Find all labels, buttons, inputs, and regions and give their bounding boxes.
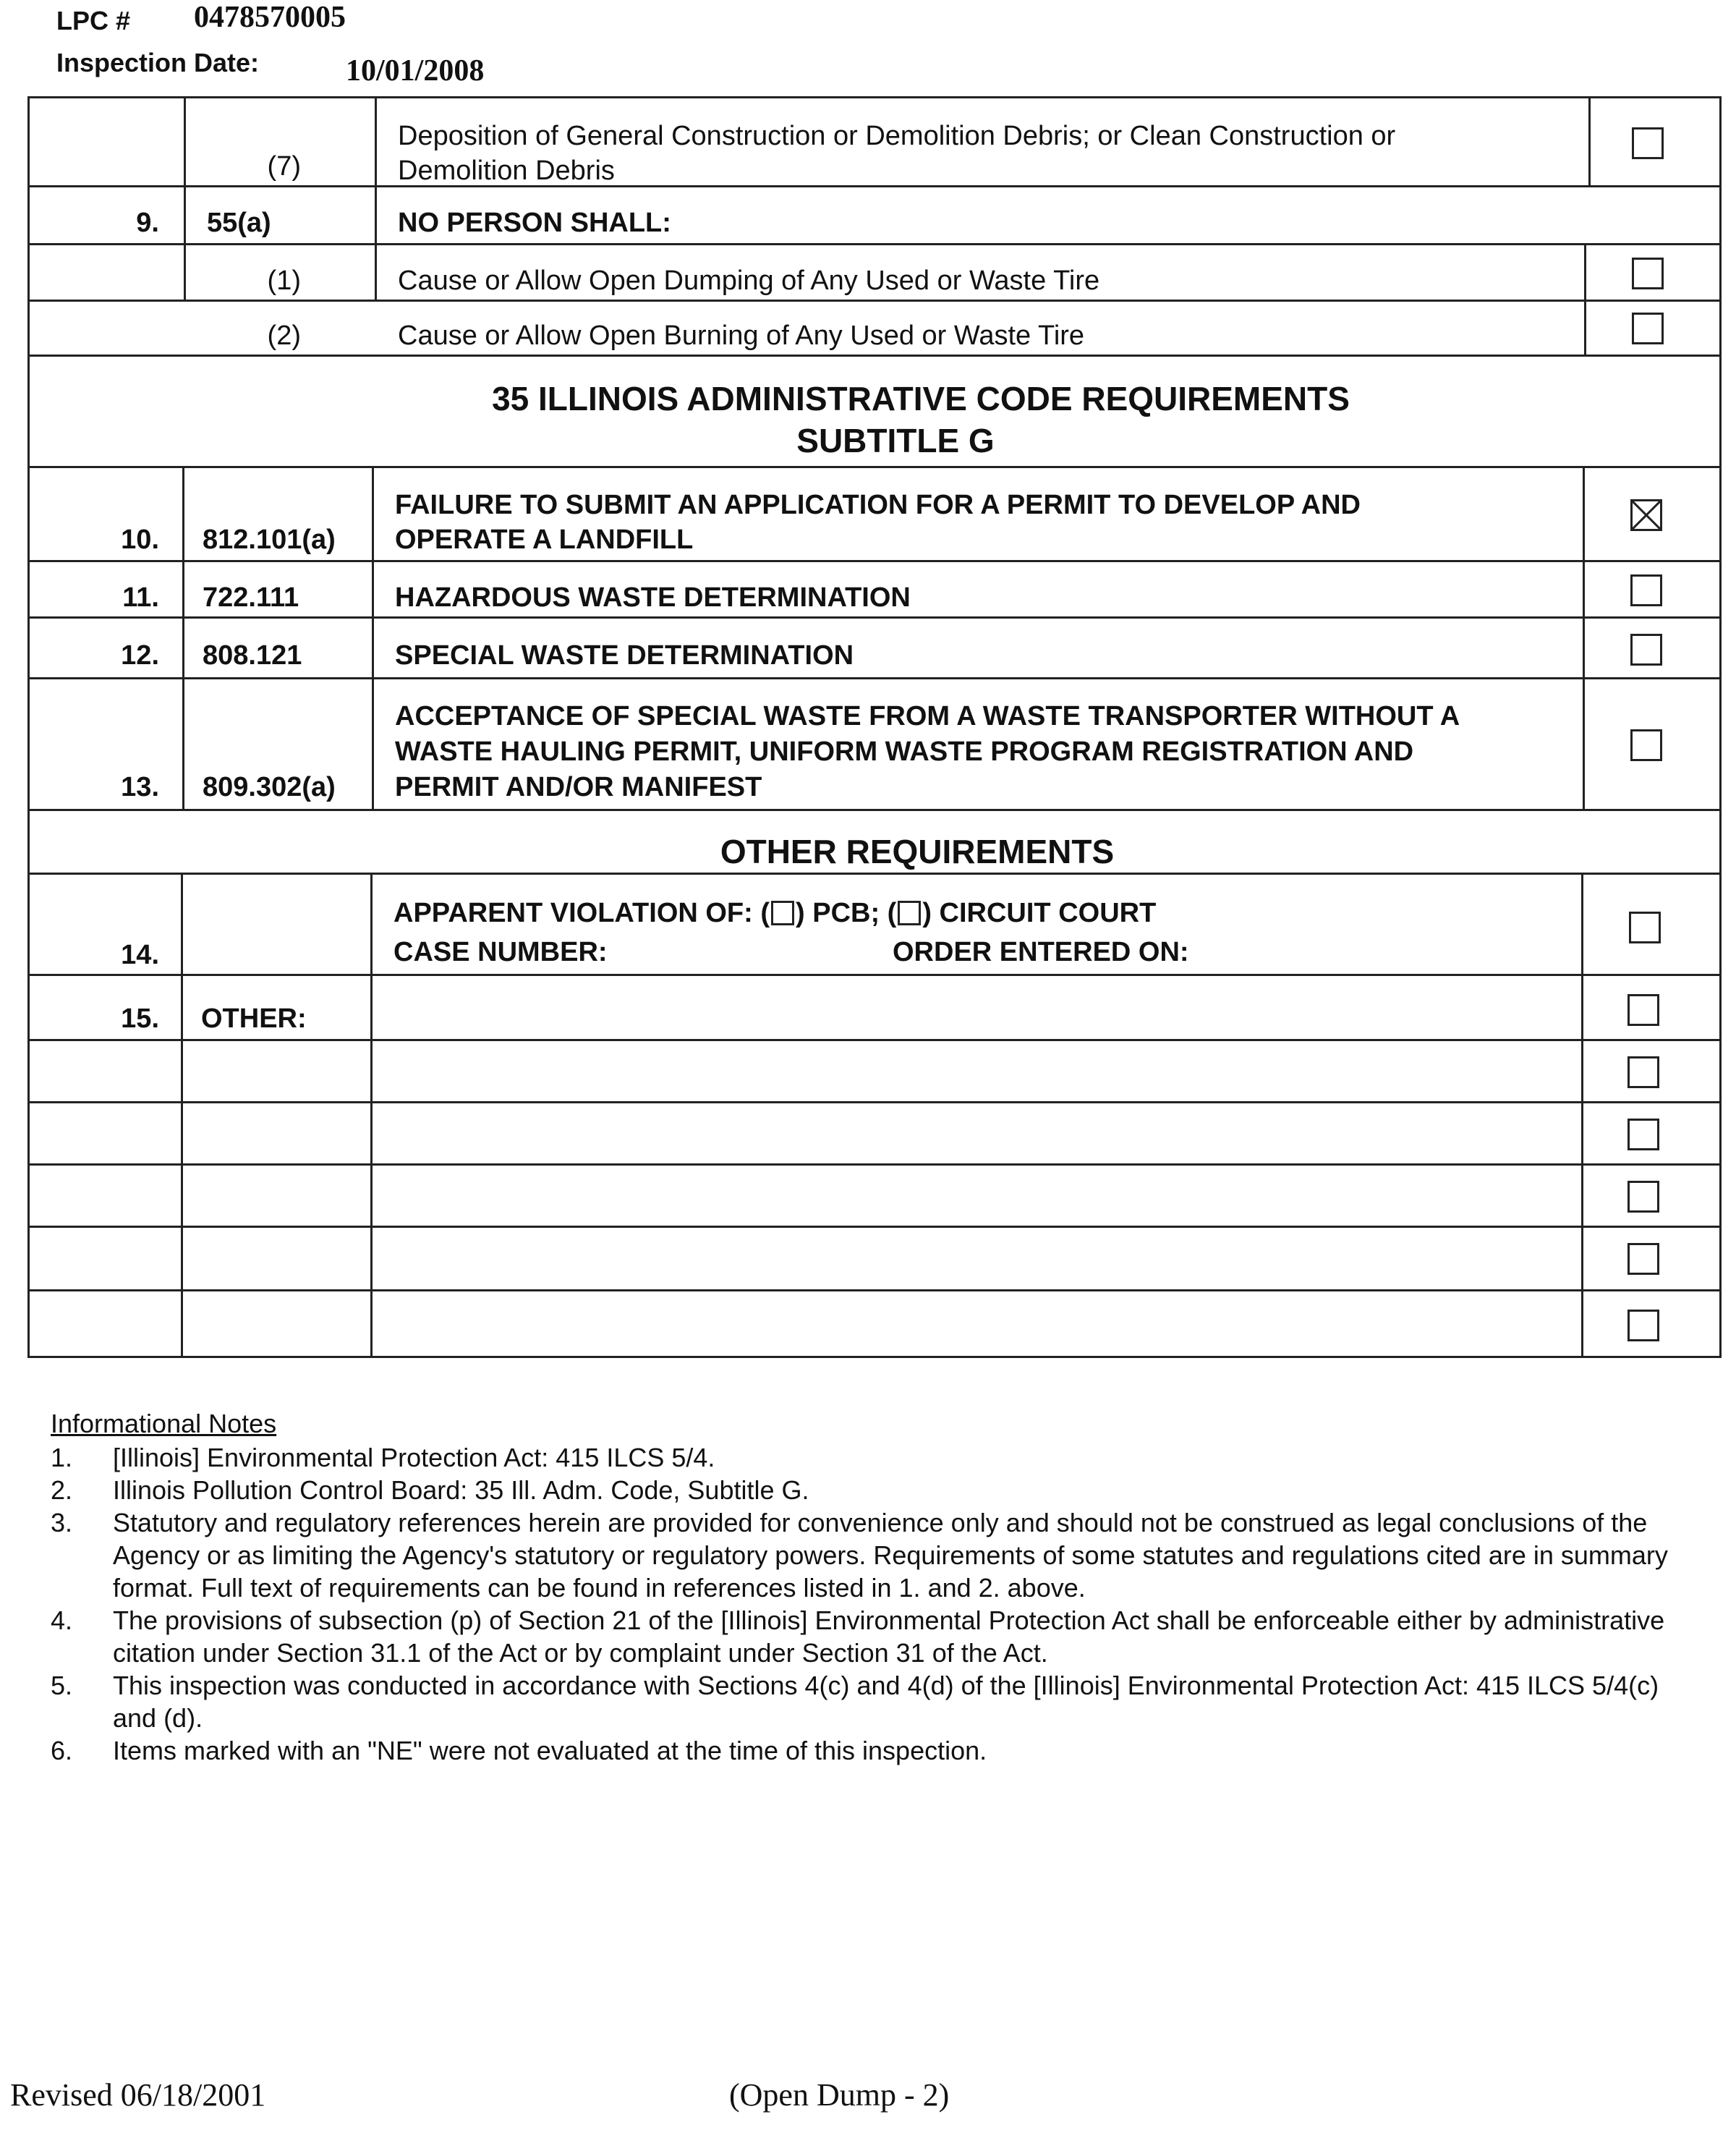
- row-9-2-subsection: (2): [267, 321, 301, 351]
- blank-row-5-checkbox[interactable]: [1628, 1310, 1659, 1341]
- row-7-text-line2: Demolition Debris: [398, 156, 615, 186]
- row-15-checkbox[interactable]: [1628, 994, 1659, 1026]
- note-item: 2. Illinois Pollution Control Board: 35 Ill. Adm. Code, Subtitle G.: [51, 1475, 809, 1505]
- note-item: 6. Items marked with an "NE" were not evaluated at the time of this inspection.: [51, 1736, 987, 1765]
- row-9-text: NO PERSON SHALL:: [398, 208, 671, 238]
- row-9-1-checkbox[interactable]: [1632, 258, 1664, 289]
- row-9-section: 55(a): [207, 208, 271, 238]
- row-13-text-line3: PERMIT AND/OR MANIFEST: [395, 772, 762, 802]
- section-title-other-requirements: OTHER REQUIREMENTS: [720, 833, 1115, 870]
- row-14-number: 14.: [121, 940, 159, 970]
- notes-title: Informational Notes: [51, 1409, 277, 1438]
- row-13-number: 13.: [121, 772, 159, 802]
- lpc-number: 0478570005: [194, 1, 346, 34]
- section-subtitle-g: SUBTITLE G: [796, 422, 995, 459]
- row-12-checkbox[interactable]: [1630, 634, 1662, 666]
- note-item: 1. [Illinois] Environmental Protection Act: 415 ILCS 5/4.: [51, 1443, 715, 1472]
- note-item: 4. The provisions of subsection (p) of Section 21 of the [Illinois] Environmental Protection Act shall be enforceable either by administrative citation under Section 31.1 of the Act or by complaint under Section 31 of the Act.: [51, 1605, 1665, 1668]
- row-10-text-line1: FAILURE TO SUBMIT AN APPLICATION FOR A PERMIT TO DEVELOP AND: [395, 490, 1361, 520]
- row-10-checkbox-checked[interactable]: [1630, 499, 1662, 531]
- row-14-checkbox[interactable]: [1629, 912, 1661, 943]
- pcb-checkbox[interactable]: [771, 901, 794, 925]
- circuit-court-checkbox[interactable]: [898, 901, 921, 925]
- row-10-number: 10.: [121, 525, 159, 555]
- row-11-checkbox[interactable]: [1630, 574, 1662, 606]
- row-13-text-line1: ACCEPTANCE OF SPECIAL WASTE FROM A WASTE TRANSPORTER WITHOUT A: [395, 701, 1460, 731]
- row-7-subsection: (7): [267, 151, 301, 182]
- note-item: 5. This inspection was conducted in accordance with Sections 4(c) and 4(d) of the [Illinois] Environmental Protection Act: 415 ILCS 5/4(c) and (d).: [51, 1671, 1659, 1733]
- row-7-text-line1: Deposition of General Construction or Demolition Debris; or Clean Construction or: [398, 121, 1396, 151]
- row-15-number: 15.: [121, 1004, 159, 1034]
- note-item: 3. Statutory and regulatory references herein are provided for convenience only and should not be construed as legal conclusions of the Agency or as limiting the Agency's statutory or regulatory powers. Requirements of some statutes and regulations cited are in summary format. Full text of requirements can be found in references listed in 1. and 2. above.: [51, 1508, 1668, 1603]
- row-13-section: 809.302(a): [203, 772, 336, 802]
- section-title-admin-code: 35 ILLINOIS ADMINISTRATIVE CODE REQUIREMENTS: [492, 380, 1350, 417]
- lpc-label: LPC #: [56, 6, 131, 35]
- blank-row-3-checkbox[interactable]: [1628, 1181, 1659, 1213]
- row-9-2-checkbox[interactable]: [1632, 313, 1664, 344]
- row-14-violation-line: APPARENT VIOLATION OF: ( ) PCB; ( ) CIRCUIT COURT: [393, 898, 1157, 928]
- inspection-date-label: Inspection Date:: [56, 48, 260, 77]
- row-9-number: 9.: [136, 208, 159, 238]
- row-9-1-text: Cause or Allow Open Dumping of Any Used or Waste Tire: [398, 266, 1100, 296]
- form-name: (Open Dump - 2): [729, 2077, 950, 2113]
- informational-notes: [51, 1407, 1685, 1767]
- row-11-section: 722.111: [203, 582, 299, 613]
- row-13-text-line2: WASTE HAULING PERMIT, UNIFORM WASTE PROGRAM REGISTRATION AND: [395, 737, 1414, 767]
- row-11-number: 11.: [122, 582, 159, 613]
- row-7-checkbox[interactable]: [1632, 127, 1664, 159]
- case-number-label: CASE NUMBER:: [393, 937, 608, 967]
- row-12-section: 808.121: [203, 640, 302, 671]
- row-12-number: 12.: [121, 640, 159, 671]
- blank-row-2-checkbox[interactable]: [1628, 1119, 1659, 1150]
- blank-row-4-checkbox[interactable]: [1628, 1243, 1659, 1275]
- row-13-checkbox[interactable]: [1630, 729, 1662, 761]
- revised-date: Revised 06/18/2001: [10, 2077, 266, 2113]
- order-entered-on-label: ORDER ENTERED ON:: [893, 937, 1189, 967]
- blank-row-1-checkbox[interactable]: [1628, 1056, 1659, 1088]
- row-11-text: HAZARDOUS WASTE DETERMINATION: [395, 582, 911, 613]
- row-12-text: SPECIAL WASTE DETERMINATION: [395, 640, 854, 671]
- row-10-section: 812.101(a): [203, 525, 336, 555]
- row-9-1-subsection: (1): [267, 266, 301, 296]
- inspection-date-value: 10/01/2008: [346, 54, 485, 88]
- row-9-2-text: Cause or Allow Open Burning of Any Used or Waste Tire: [398, 321, 1085, 351]
- row-10-text-line2: OPERATE A LANDFILL: [395, 525, 694, 555]
- row-15-other-label: OTHER:: [201, 1004, 307, 1034]
